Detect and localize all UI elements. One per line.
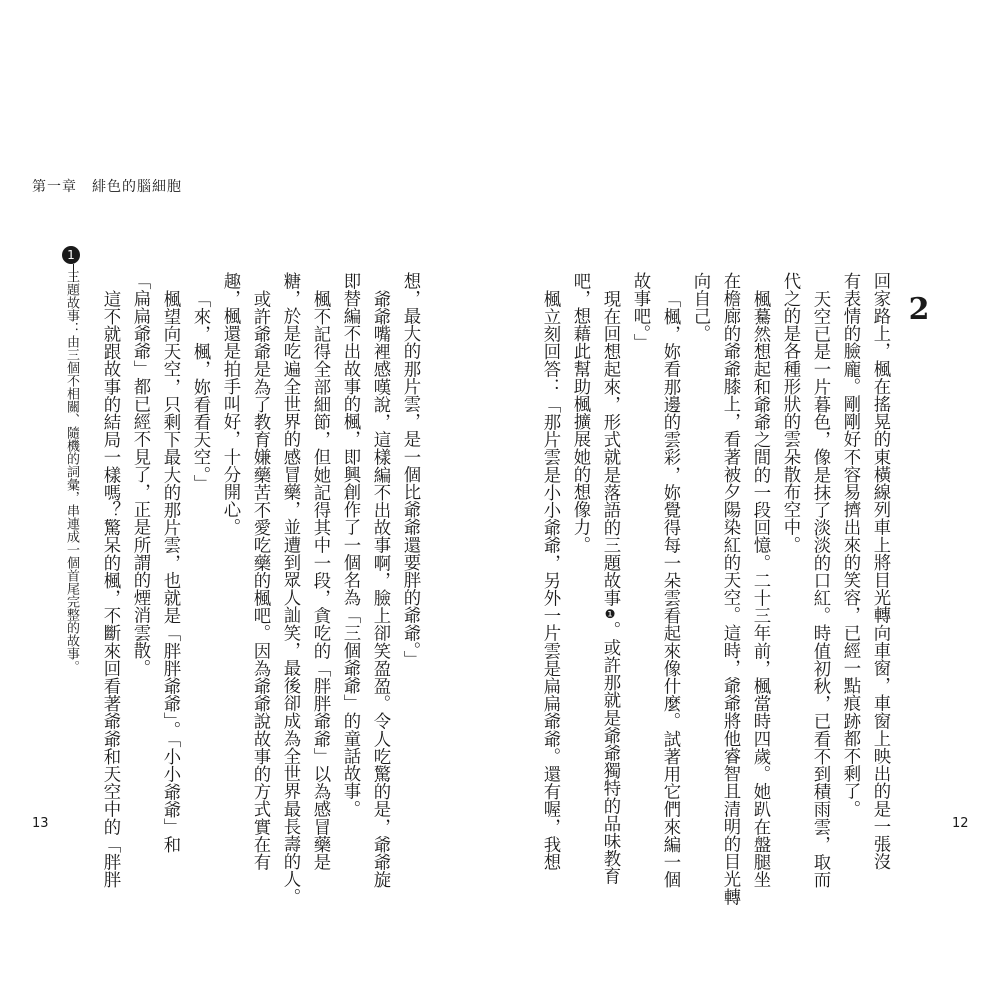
footnote-reference-icon: ❶ xyxy=(603,606,617,622)
text-column: 天空已是一片暮色，像是抹了淡淡的口紅。時值初秋，已看不到積雨雲，取而 xyxy=(810,290,830,889)
text-column xyxy=(598,272,622,886)
text-column: 想，最大的那片雲，是一個比爺爺還要胖的爺爺。」 xyxy=(400,272,420,669)
text-column: 「來，楓，妳看看天空。」 xyxy=(190,290,210,493)
text-column: 「扁扁爺爺」都已經不見了，正是所謂的煙消雲散。 xyxy=(130,272,150,677)
text-segment: 。或許那就是爺爺獨特的品味教育 xyxy=(600,621,620,886)
text-column: 回家路上，楓在搖晃的東橫線列車上將目光轉向車窗，車窗上映出的是一張沒 xyxy=(870,272,890,871)
text-column: 爺爺嘴裡感嘆說，這樣編不出故事啊，臉上卻笑盈盈。令人吃驚的是，爺爺旋 xyxy=(370,290,390,889)
text-column: 「楓，妳看那邊的雲彩，妳覺得每一朵雲看起來像什麼。試著用它們來編一個 xyxy=(660,290,680,889)
text-column: 或許爺爺是為了教育嫌藥苦不愛吃藥的楓吧。因為爺爺說故事的方式實在有 xyxy=(250,290,270,871)
text-column: 吧，想藉此幫助楓擴展她的想像力。 xyxy=(570,272,590,554)
text-column: 這不就跟故事的結局一樣嗎？驚呆的楓，不斷來回看著爺爺和天空中的「胖胖 xyxy=(100,290,120,889)
text-column: 在檐廊的爺爺膝上，看著被夕陽染紅的天空。這時，爺爺將他睿智且清明的目光轉 xyxy=(720,272,740,906)
text-column: 糖，於是吃遍全世界的感冒藥，並遭到眾人訕笑，最後卻成為全世界最長壽的人。 xyxy=(280,272,300,906)
footnote-text: 三題故事：由三個不相關、隨機的詞彙，串連成一個首尾完整的故事。 xyxy=(64,270,79,673)
chapter-number: 2 xyxy=(908,292,930,327)
text-column: 楓驀然想起和爺爺之間的一段回憶。二十三年前，楓當時四歲。她趴在盤腿坐 xyxy=(750,290,770,889)
running-head: 第一章 緋色的腦細胞 xyxy=(32,179,182,195)
text-column: 趣，楓還是拍手叫好，十分開心。 xyxy=(220,272,240,536)
text-column: 楓望向天空，只剩下最大的那片雲，也就是「胖胖爺爺」。「小小爺爺」和 xyxy=(160,290,180,854)
text-column: 向自己。 xyxy=(690,272,710,343)
text-column: 楓不記得全部細節，但她記得其中一段，貪吃的「胖胖爺爺」以為感冒藥是 xyxy=(310,290,330,871)
page-number: 13 xyxy=(32,816,49,831)
text-segment: 現在回想起來，形式就是落語的三題故事 xyxy=(600,290,620,607)
text-column: 即替編不出故事的楓，即興創作了一個名為「三個爺爺」的童話故事。 xyxy=(340,272,360,818)
text-column: 有表情的臉龐。剛剛好不容易擠出來的笑容，已經一點痕跡都不剩了。 xyxy=(840,272,860,818)
footnote-number-icon: 1 xyxy=(62,246,80,264)
page-number: 12 xyxy=(952,816,969,831)
text-column: 故事吧。」 xyxy=(630,272,650,352)
text-column: 楓立刻回答：「那片雲是小小爺爺，另外一片雲是扁扁爺爺。還有喔，我想 xyxy=(540,290,560,871)
text-column: 代之的是各種形狀的雲朵散布空中。 xyxy=(780,272,800,554)
